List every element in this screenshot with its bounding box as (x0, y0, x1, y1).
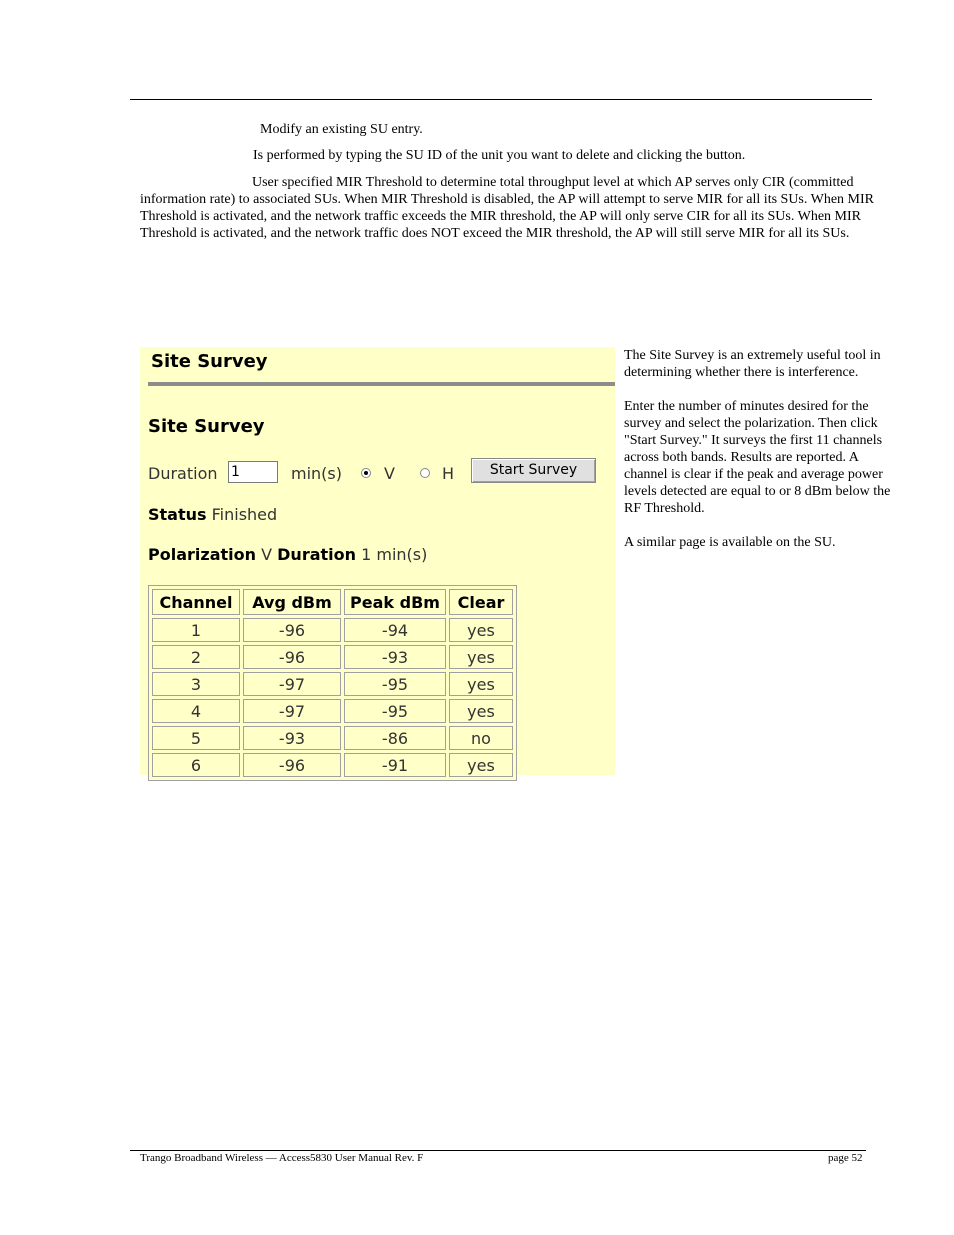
cell-clear: no (449, 726, 513, 750)
cell-clear: yes (449, 645, 513, 669)
cell-peak: -94 (344, 618, 446, 642)
cell-avg: -96 (243, 645, 341, 669)
status-label: Status (148, 505, 207, 524)
table-row (152, 753, 513, 777)
duration-input[interactable]: 1 (228, 461, 278, 483)
duration-row (148, 461, 608, 487)
cell-channel: 6 (152, 753, 240, 777)
status-row (148, 505, 277, 524)
duration-summary-value: 1 min(s) (361, 545, 428, 564)
cell-avg: -96 (243, 753, 341, 777)
col-peak-dbm: Peak dBm (344, 589, 446, 615)
col-channel: Channel (152, 589, 240, 615)
panel-header: Site Survey (151, 351, 268, 372)
cell-channel: 5 (152, 726, 240, 750)
radio-h-label: H (442, 464, 455, 483)
table-row (152, 645, 513, 669)
survey-table (148, 585, 517, 781)
cell-clear: yes (449, 699, 513, 723)
cell-channel: 1 (152, 618, 240, 642)
cell-clear: yes (449, 618, 513, 642)
footer-title: Trango Broadband Wireless — Access5830 User Manual Rev. F (140, 1152, 424, 1164)
modify-description: Modify an existing SU entry. (260, 122, 423, 137)
start-survey-button[interactable]: Start Survey (471, 458, 596, 483)
radio-h[interactable] (420, 468, 430, 478)
cell-peak: -95 (344, 699, 446, 723)
col-clear: Clear (449, 589, 513, 615)
cell-peak: -95 (344, 672, 446, 696)
polarization-value: V (261, 545, 273, 564)
explanation-paragraph-3: A similar page is available on the SU. (624, 535, 836, 550)
cell-clear: yes (449, 672, 513, 696)
table-row (152, 672, 513, 696)
cell-avg: -97 (243, 672, 341, 696)
cell-avg: -97 (243, 699, 341, 723)
survey-table-header (152, 589, 513, 615)
mir-threshold-description: User specified MIR Threshold to determine total throughput level at which AP serves only CIR (committed information rate) to associated SUs. When MIR Threshold is disabled, the AP will attempt to serve MIR for all its SUs. When MIR Threshold is activated, and the network traffic exceeds the MIR threshold, the AP will only serve CIR for all its SUs. When MIR Threshold is activated, and the network traffic does NOT exceed the MIR threshold, the AP will still serve MIR for all its SUs. (140, 175, 874, 241)
radio-v[interactable] (361, 468, 371, 478)
table-row (152, 726, 513, 750)
site-survey-explanation (624, 347, 899, 568)
table-row (152, 699, 513, 723)
cell-peak: -86 (344, 726, 446, 750)
cell-channel: 3 (152, 672, 240, 696)
cell-avg: -93 (243, 726, 341, 750)
polarization-row (148, 545, 427, 564)
panel-divider (148, 382, 615, 386)
cell-channel: 4 (152, 699, 240, 723)
site-survey-screenshot (140, 347, 615, 775)
cell-peak: -93 (344, 645, 446, 669)
table-row (152, 618, 513, 642)
mins-label: min(s) (291, 464, 342, 483)
panel-title: Site Survey (148, 416, 265, 437)
delete-description: Is performed by typing the SU ID of the unit you want to delete and clicking the button. (253, 148, 746, 163)
footer-rule (130, 1150, 866, 1151)
cell-avg: -96 (243, 618, 341, 642)
cell-clear: yes (449, 753, 513, 777)
polarization-label: Polarization (148, 545, 256, 564)
cell-channel: 2 (152, 645, 240, 669)
cell-peak: -91 (344, 753, 446, 777)
page-number: page 52 (828, 1152, 863, 1164)
header-rule (130, 99, 872, 100)
duration-summary-label: Duration (277, 545, 357, 564)
explanation-paragraph-2: Enter the number of minutes desired for the survey and select the polarization. Then click "Start Survey." It surveys the first 11 channels across both bands. Results are reported. A channel is clear if the peak and average power levels detected are equal to or 8 dBm below the RF Threshold. (624, 399, 891, 516)
col-avg-dbm: Avg dBm (243, 589, 341, 615)
radio-v-label: V (384, 464, 395, 483)
duration-label: Duration (148, 464, 218, 483)
explanation-paragraph-1: The Site Survey is an extremely useful tool in determining whether there is interference. (624, 348, 881, 380)
status-value: Finished (211, 505, 278, 524)
